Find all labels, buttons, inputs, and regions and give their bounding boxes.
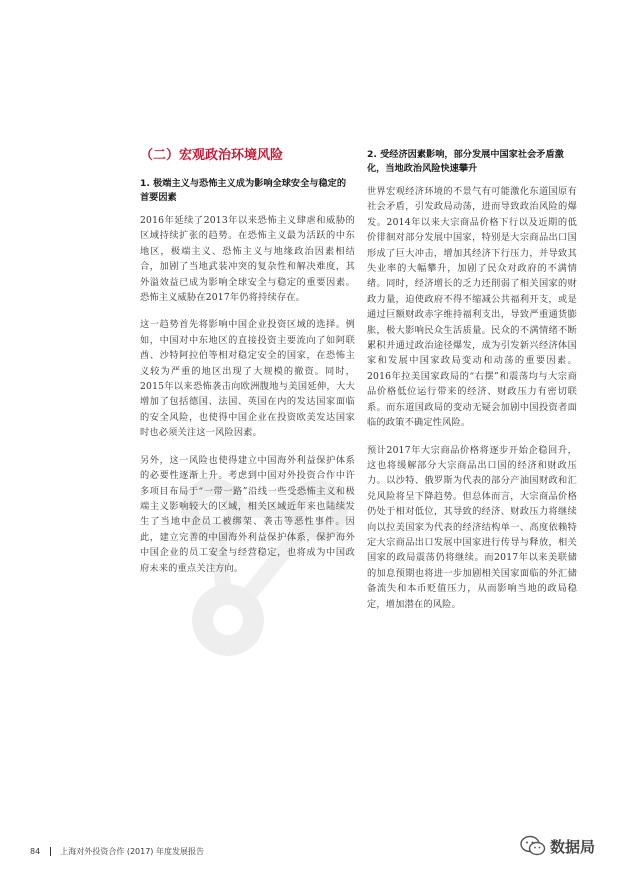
paragraph: 另外，这一风险也使得建立中国海外利益保护体系的必要性逐渐上升。考虑到中国对外投资合作中许多项目布局于“一带一路”沿线一些受恐怖主义和极端主义影响较大的区域，相关区域近年来也陆续发生了当地中企员工被绑架、袭击等恶性事件。因此，建立完善的中国海外利益保护体系，保护海外中国企业的员工安全与经营稳定，也将成为中国政府未来的重点关注方向。: [140, 454, 355, 574]
footer-divider: [50, 847, 51, 856]
subheading-economic-factors: 2. 受经济因素影响，部分发展中国家社会矛盾激化，当地政治风险快速攀升: [367, 149, 564, 174]
subheading-extremism: 1. 极端主义与恐怖主义成为影响全球安全与稳定的首要因素: [140, 178, 347, 203]
wechat-icon: [520, 835, 546, 857]
page-number: 84: [30, 847, 41, 856]
page-footer: [30, 846, 204, 857]
brand-watermark: [520, 835, 595, 857]
paragraph: 世界宏观经济环境的不景气有可能激化东道国原有社会矛盾，引发政局动荡，进而导致政治风险的爆发。2014年以来大宗商品价格下行以及近期的低价徘徊对部分发展中国家，特别是大宗商品出口国形成了巨大冲击，增加其经济下行压力，并导致其失业率的大幅攀升，加剧了民众对政府的不满情绪。同时，经济增长的乏力还削弱了相关国家的财政力量，迫使政府不得不缩减公共福利开支，或是通过巨额财政赤字维持福利支出，导致严重通货膨胀，极大影响民众生活质量。民众的不满情绪不断累积并通过政治途径爆发，成为引发新兴经济体国家和发展中国家政局变动和动荡的重要因素。2016年拉美国家政局的“右摆”和震荡均与大宗商品价格低位运行带来的经济、财政压力有密切联系。而东道国政局的变动无疑会加剧中国投资者面临的政策不确定性风险。: [367, 186, 577, 429]
right-column: [367, 148, 577, 624]
paragraph: 这一趋势首先将影响中国企业投资区域的选择。例如，中国对中东地区的直接投资主要流向了如阿联酋、沙特阿拉伯等相对稳定安全的国家，在恐怖主义较为严重的地区出现了大规模的撤资。同时，2015年以来恐怖袭击向欧洲腹地与美国延伸，大大增加了包括德国、法国、英国在内的发达国家面临的安全风险，也使得中国企业在投资欧美发达国家时也必须关注这一风险因素。: [140, 319, 355, 439]
brand-name: 数据局: [550, 837, 596, 856]
report-title: 上海对外投资合作 (2017) 年度发展报告: [60, 847, 204, 856]
paragraph: 2016年延续了2013年以来恐怖主义肆虐和威胁的区域持续扩张的趋势。在恐怖主义最为活跃的中东地区，极端主义、恐怖主义与地缘政治因素相结合，加剧了当地武装冲突的复杂性和解决难度，其外溢效益已成为影响全球安全与稳定的重要因素。恐怖主义威胁在2017年仍将持续存在。: [140, 215, 355, 304]
paragraph: 预计2017年大宗商品价格将逐步开始企稳回升，这也将缓解部分大宗商品出口国的经济和财政压力。以沙特、俄罗斯为代表的部分产油国财政和汇兑风险将呈下降趋势。但总体而言，大宗商品价格仍处于相对低位，其导致的经济、财政压力将继续向以拉美国家为代表的经济结构单一、高度依赖特定大宗商品出口发展中国家进行传导与释放，相关国家的政局震荡仍将继续。而2017年以来美联储的加息预期也将进一步加剧相关国家面临的外汇储备流失和本币贬值压力，从而影响当地的政局稳定，增加潜在的风险。: [367, 444, 577, 610]
section-title: （二）宏观政治环境风险: [140, 148, 284, 163]
left-column: [140, 148, 355, 588]
